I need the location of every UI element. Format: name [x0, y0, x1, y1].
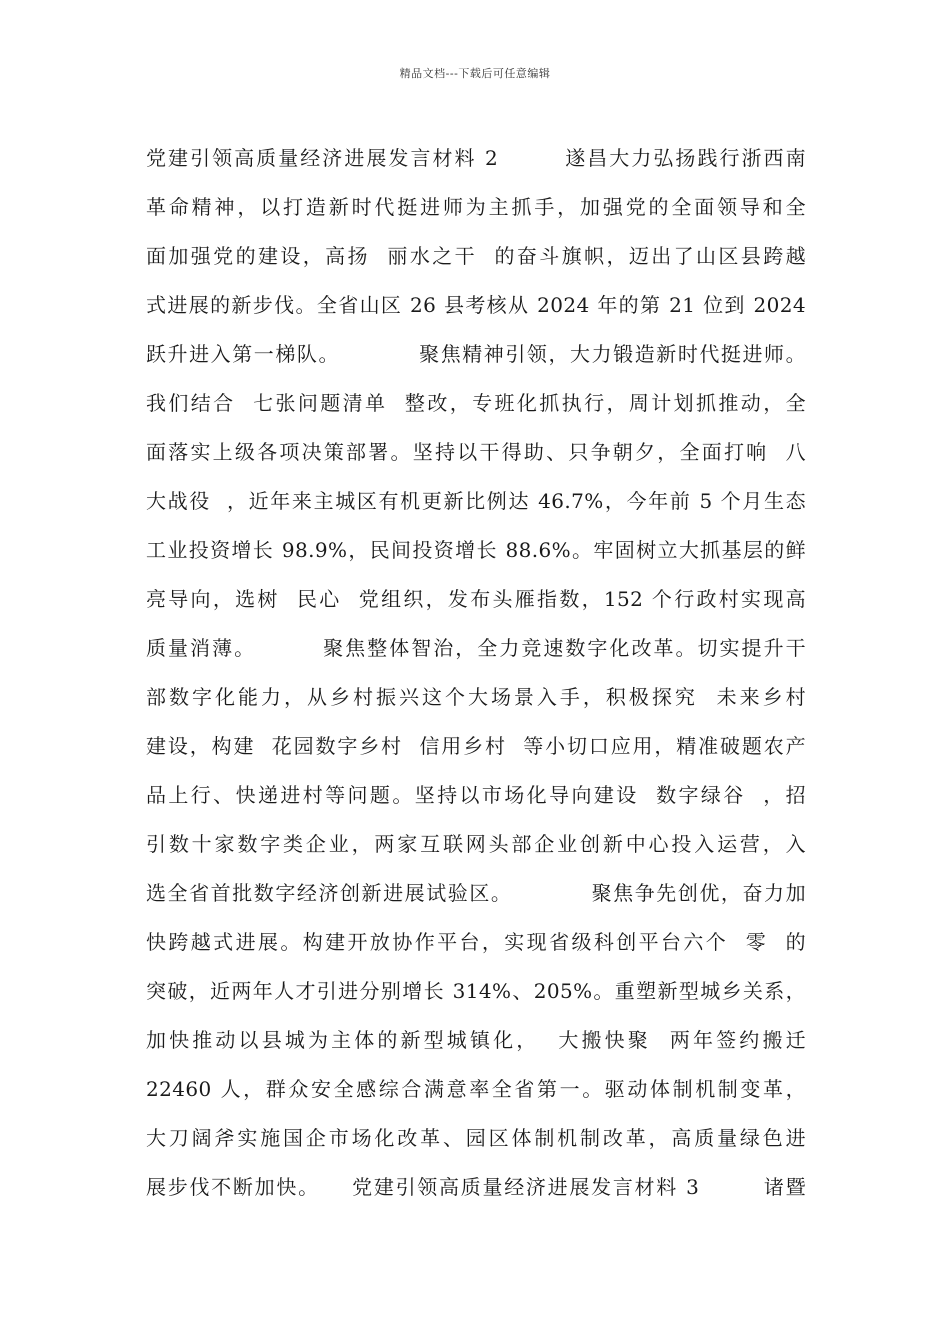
- text-line: 品上行、快递进村等问题。坚持以市场化导向建设 数字绿谷 ，招: [146, 783, 806, 807]
- text-line: 快跨越式进展。构建开放协作平台，实现省级科创平台六个 零 的: [146, 930, 806, 954]
- text-line: 突破，近两年人才引进分别增长 314%、205%。重塑新型城乡关系，: [146, 979, 806, 1003]
- text-line: 面落实上级各项决策部署。坚持以干得助、只争朝夕，全面打响 八: [146, 440, 806, 464]
- text-line: 面加强党的建设，高扬 丽水之干 的奋斗旗帜，迈出了山区县跨越: [146, 244, 806, 268]
- text-line: 大刀阔斧实施国企市场化改革、园区体制机制改革，高质量绿色进: [146, 1126, 806, 1150]
- text-line: 选全省首批数字经济创新进展试验区。 聚焦争先创优，奋力加: [146, 881, 806, 905]
- text-line: 跃升进入第一梯队。 聚焦精神引领，大力锻造新时代挺进师。: [146, 342, 806, 366]
- document-body: [146, 134, 806, 1212]
- text-line: 亮导向，选树 民心 党组织，发布头雁指数，152 个行政村实现高: [146, 587, 806, 611]
- text-line: 革命精神，以打造新时代挺进师为主抓手，加强党的全面领导和全: [146, 195, 806, 219]
- text-line: 引数十家数字类企业，两家互联网头部企业创新中心投入运营，入: [146, 832, 806, 856]
- text-line: 22460 人，群众安全感综合满意率全省第一。驱动体制机制变革，: [146, 1077, 806, 1101]
- text-line: 式进展的新步伐。全省山区 26 县考核从 2024 年的第 21 位到 2024: [146, 293, 806, 317]
- text-line: 建设，构建 花园数字乡村 信用乡村 等小切口应用，精准破题农产: [146, 734, 806, 758]
- text-line: 党建引领高质量经济进展发言材料 2 遂昌大力弘扬践行浙西南: [146, 146, 806, 170]
- page-header: 精品文档---下载后可任意编辑: [399, 67, 551, 80]
- text-line: 工业投资增长 98.9%，民间投资增长 88.6%。牢固树立大抓基层的鲜: [146, 538, 806, 562]
- text-line: 加快推动以县城为主体的新型城镇化， 大搬快聚 两年签约搬迁: [146, 1028, 806, 1052]
- text-line: 展步伐不断加快。 党建引领高质量经济进展发言材料 3 诸暨: [146, 1175, 806, 1199]
- text-line: 大战役 ，近年来主城区有机更新比例达 46.7%，今年前 5 个月生态: [146, 489, 806, 513]
- text-line: 质量消薄。 聚焦整体智治，全力竞速数字化改革。切实提升干: [146, 636, 806, 660]
- text-line: 我们结合 七张问题清单 整改，专班化抓执行，周计划抓推动，全: [146, 391, 806, 415]
- text-line: 部数字化能力，从乡村振兴这个大场景入手，积极探究 未来乡村: [146, 685, 806, 709]
